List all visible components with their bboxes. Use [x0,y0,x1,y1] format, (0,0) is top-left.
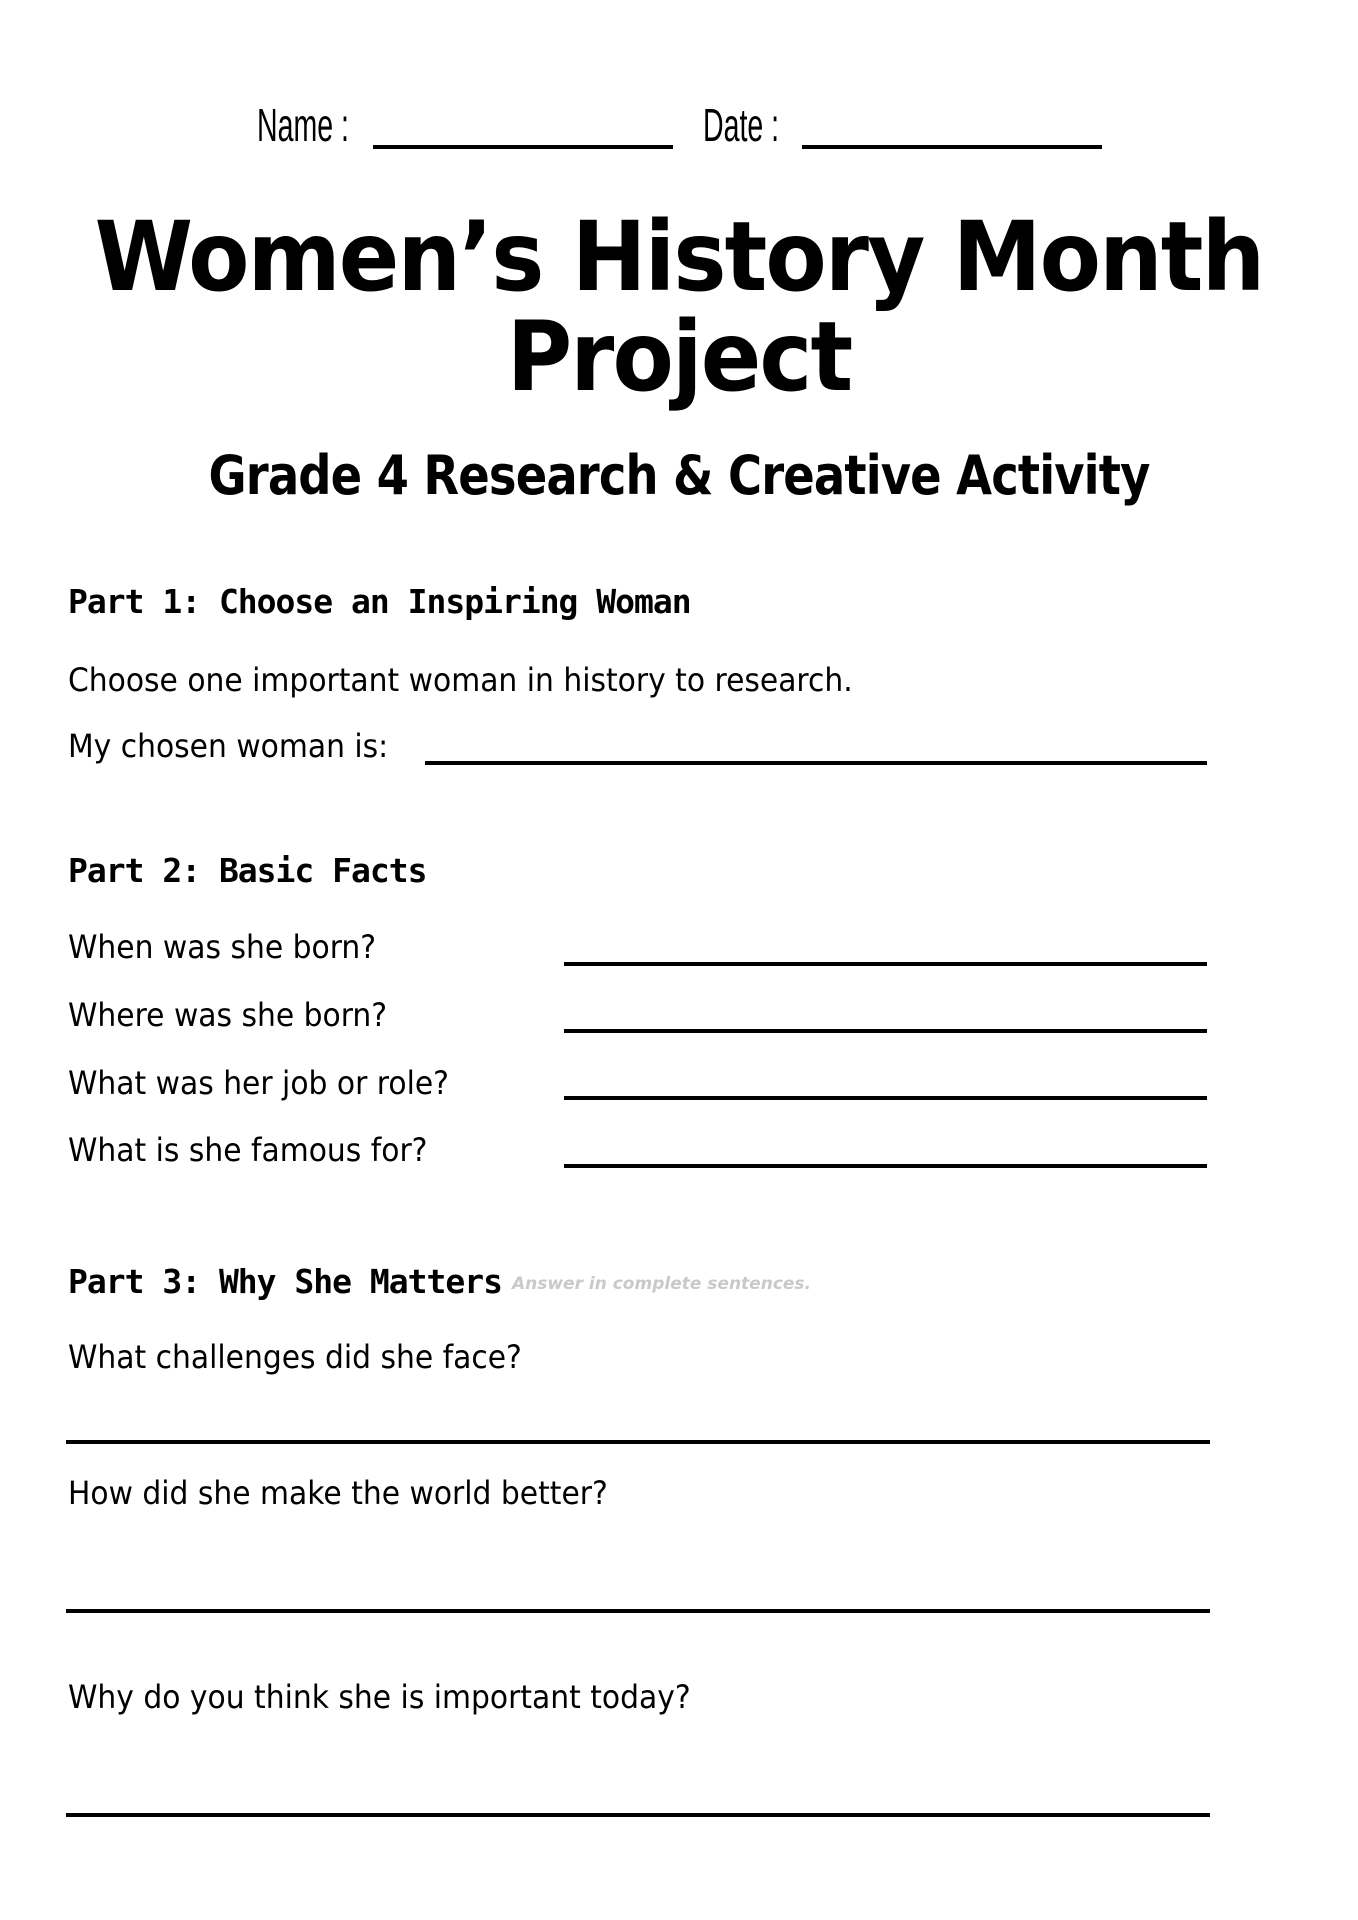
famous-for-label: What is she famous for? [68,1131,428,1169]
born-where-field[interactable] [564,1029,1207,1033]
page-title-line1: Women’s History Month [94,201,1264,313]
born-when-field[interactable] [564,962,1207,966]
name-field[interactable] [373,145,673,149]
part3-heading-text: Part 3: Why She Matters [68,1262,502,1301]
date-field[interactable] [802,145,1102,149]
challenges-label: What challenges did she face? [68,1338,522,1376]
part3-hint: Answer in complete sentences. [511,1273,811,1294]
world-better-label: How did she make the world better? [68,1474,608,1512]
part2-heading: Part 2: Basic Facts [68,851,427,890]
chosen-woman-field[interactable] [425,761,1207,765]
job-role-field[interactable] [564,1096,1207,1100]
date-label: Date : [703,99,780,151]
world-better-answer-line[interactable] [66,1609,1210,1613]
part1-instruction: Choose one important woman in history to research. [68,661,853,699]
important-today-label: Why do you think she is important today? [68,1678,691,1716]
part3-heading [68,1262,811,1304]
page-subtitle: Grade 4 Research & Creative Activity [208,444,1150,507]
famous-for-field[interactable] [564,1164,1207,1168]
born-when-label: When was she born? [68,928,377,966]
job-role-label: What was her job or role? [68,1064,449,1102]
name-label: Name : [257,99,349,151]
challenges-answer-line[interactable] [66,1440,1210,1444]
page-title-line2: Project [506,301,852,413]
part1-heading: Part 1: Choose an Inspiring Woman [68,582,691,621]
important-today-answer-line[interactable] [66,1813,1210,1817]
chosen-woman-label: My chosen woman is: [68,727,389,765]
born-where-label: Where was she born? [68,996,388,1034]
